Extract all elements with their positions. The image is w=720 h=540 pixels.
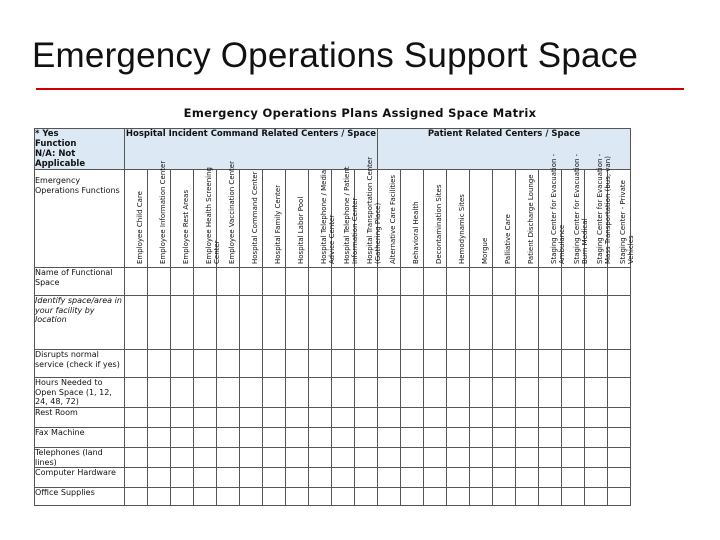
matrix-cell[interactable] — [516, 448, 539, 468]
matrix-cell[interactable] — [378, 268, 401, 296]
matrix-cell[interactable] — [355, 488, 378, 506]
column-header — [608, 170, 635, 268]
matrix-cell[interactable] — [608, 350, 631, 378]
matrix-cell[interactable] — [286, 296, 309, 350]
matrix-cell[interactable] — [286, 488, 309, 506]
matrix-cell[interactable] — [447, 428, 470, 448]
matrix-cell[interactable] — [194, 296, 217, 350]
matrix-cell[interactable] — [493, 488, 516, 506]
column-header-label: Employee Child Care — [136, 191, 144, 264]
matrix-cell[interactable] — [263, 378, 286, 408]
matrix-cell[interactable] — [355, 448, 378, 468]
column-header-label: Staging Center for Evacuation - Burn Medical — [573, 153, 589, 264]
matrix-cell[interactable] — [263, 488, 286, 506]
matrix-cell[interactable] — [171, 428, 194, 448]
table-row — [35, 378, 631, 408]
matrix-cell[interactable] — [148, 428, 171, 448]
matrix-cell[interactable] — [447, 378, 470, 408]
matrix-cell[interactable] — [125, 428, 148, 448]
matrix-cell[interactable] — [447, 488, 470, 506]
matrix-cell[interactable] — [516, 350, 539, 378]
matrix-cell[interactable] — [378, 296, 401, 350]
matrix-cell[interactable] — [378, 378, 401, 408]
matrix-cell[interactable] — [378, 468, 401, 488]
matrix-cell[interactable] — [378, 428, 401, 448]
column-header — [286, 170, 309, 268]
matrix-cell[interactable] — [608, 378, 631, 408]
column-header — [148, 160, 171, 268]
column-header — [516, 170, 539, 268]
matrix-cell[interactable] — [286, 448, 309, 468]
matrix-cell[interactable] — [194, 468, 217, 488]
column-header-label: Behavioral Health — [412, 201, 420, 264]
matrix-cell[interactable] — [539, 448, 562, 468]
matrix-cell[interactable] — [286, 378, 309, 408]
matrix-cell[interactable] — [125, 296, 148, 350]
row-header-label: Emergency Operations Functions — [35, 170, 125, 268]
matrix-cell[interactable] — [240, 408, 263, 428]
matrix-cell[interactable] — [263, 296, 286, 350]
matrix-cell[interactable] — [424, 448, 447, 468]
matrix-cell[interactable] — [263, 428, 286, 448]
matrix-cell[interactable] — [332, 448, 355, 468]
table-row — [35, 268, 631, 296]
matrix-cell[interactable] — [194, 448, 217, 468]
matrix-cell[interactable] — [447, 408, 470, 428]
column-header-label: Hemodynamic Sites — [458, 194, 466, 264]
legend-yes: * Yes — [35, 129, 59, 139]
matrix-cell[interactable] — [493, 296, 516, 350]
matrix-cell[interactable] — [539, 408, 562, 428]
matrix-cell[interactable] — [125, 350, 148, 378]
matrix-cell[interactable] — [608, 296, 631, 350]
matrix-cell[interactable] — [217, 468, 240, 488]
matrix-cell[interactable] — [286, 468, 309, 488]
matrix-cell[interactable] — [148, 378, 171, 408]
matrix-cell[interactable] — [493, 350, 516, 378]
matrix-cell[interactable] — [217, 488, 240, 506]
matrix-cell[interactable] — [401, 468, 424, 488]
matrix-cell[interactable] — [332, 268, 355, 296]
column-header-label: Staging Center for Evacuation - Mass Transportation (bus, van) — [596, 153, 612, 264]
matrix-cell[interactable] — [194, 350, 217, 378]
matrix-cell[interactable] — [125, 378, 148, 408]
matrix-cell[interactable] — [240, 428, 263, 448]
column-header-label: Decontamination Sites — [435, 184, 443, 264]
matrix-cell[interactable] — [332, 428, 355, 448]
matrix-title: Emergency Operations Plans Assigned Space Matrix — [183, 106, 537, 120]
matrix-cell[interactable] — [470, 488, 493, 506]
column-header — [240, 170, 263, 268]
matrix-cell[interactable] — [562, 468, 585, 488]
matrix-cell[interactable] — [171, 268, 194, 296]
column-header-label: Employee Information Center — [159, 160, 167, 264]
table-row — [35, 448, 631, 468]
matrix-cell[interactable] — [424, 296, 447, 350]
matrix-cell[interactable] — [171, 350, 194, 378]
column-header-label: Hospital Telephone / Patient Information Center — [343, 166, 359, 264]
matrix-cell[interactable] — [447, 268, 470, 296]
matrix-cell[interactable] — [240, 296, 263, 350]
row-label: Disrupts normal service (check if yes) — [35, 350, 125, 378]
matrix-cell[interactable] — [263, 350, 286, 378]
matrix-cell[interactable] — [378, 488, 401, 506]
matrix-cell[interactable] — [516, 488, 539, 506]
row-label: Rest Room — [35, 408, 125, 428]
legend-function: Function — [35, 139, 77, 149]
matrix-cell[interactable] — [148, 268, 171, 296]
matrix-cell[interactable] — [263, 268, 286, 296]
matrix-cell[interactable] — [194, 378, 217, 408]
matrix-cell[interactable] — [332, 296, 355, 350]
column-header — [217, 161, 240, 268]
matrix-cell[interactable] — [217, 296, 240, 350]
matrix-cell[interactable] — [539, 468, 562, 488]
column-header-label: Employee Rest Areas — [182, 189, 190, 264]
column-header-label: Alternative Care Facilities — [389, 174, 397, 264]
matrix-cell[interactable] — [332, 468, 355, 488]
table-row — [35, 468, 631, 488]
matrix-cell[interactable] — [401, 378, 424, 408]
matrix-cell[interactable] — [309, 378, 332, 408]
matrix-cell[interactable] — [424, 408, 447, 428]
matrix-cell[interactable] — [125, 448, 148, 468]
table-row — [35, 350, 631, 378]
matrix-cell[interactable] — [424, 350, 447, 378]
column-header — [539, 153, 566, 268]
matrix-cell[interactable] — [516, 408, 539, 428]
matrix-cell[interactable] — [355, 408, 378, 428]
matrix-cell[interactable] — [148, 408, 171, 428]
column-header-label: Hospital Labor Pool — [297, 196, 305, 264]
row-label: Office Supplies — [35, 488, 125, 506]
table-row — [35, 428, 631, 448]
matrix-cell[interactable] — [447, 468, 470, 488]
matrix-cell[interactable] — [516, 378, 539, 408]
matrix-cell[interactable] — [401, 350, 424, 378]
matrix-cell[interactable] — [539, 296, 562, 350]
matrix-cell[interactable] — [217, 448, 240, 468]
matrix-cell[interactable] — [608, 408, 631, 428]
table-row — [35, 488, 631, 506]
matrix-cell[interactable] — [125, 408, 148, 428]
column-header-label: Employee Health Screening Center — [205, 167, 221, 264]
matrix-cell[interactable] — [493, 268, 516, 296]
column-header — [194, 167, 221, 268]
table-row — [35, 408, 631, 428]
matrix-cell[interactable] — [355, 350, 378, 378]
matrix-cell[interactable] — [424, 428, 447, 448]
matrix-cell[interactable] — [194, 488, 217, 506]
matrix-cell[interactable] — [493, 408, 516, 428]
column-header — [424, 170, 447, 268]
column-header-label: Patient Discharge Lounge — [527, 174, 535, 264]
matrix-cell[interactable] — [125, 488, 148, 506]
matrix-cell[interactable] — [355, 378, 378, 408]
matrix-cell[interactable] — [493, 448, 516, 468]
matrix-cell[interactable] — [539, 488, 562, 506]
matrix-cell[interactable] — [240, 268, 263, 296]
column-header — [309, 169, 336, 268]
matrix-cell[interactable] — [424, 468, 447, 488]
column-header — [125, 170, 148, 268]
group-header-patient: Patient Related Centers / Space — [378, 129, 631, 170]
column-header-label: Hospital Telephone / Media Advice Center — [320, 169, 336, 264]
matrix-cell[interactable] — [493, 468, 516, 488]
matrix-cell[interactable] — [585, 428, 608, 448]
row-label: Name of Functional Space — [35, 268, 125, 296]
matrix-cell[interactable] — [332, 350, 355, 378]
matrix-cell[interactable] — [240, 448, 263, 468]
matrix-cell[interactable] — [608, 428, 631, 448]
matrix-cell[interactable] — [148, 468, 171, 488]
matrix-cell[interactable] — [148, 296, 171, 350]
column-header — [263, 170, 286, 268]
row-label: Computer Hardware — [35, 468, 125, 488]
row-label: Identify space/area in your facility by location — [35, 296, 125, 350]
row-label: Fax Machine — [35, 428, 125, 448]
matrix-cell[interactable] — [309, 296, 332, 350]
matrix-cell[interactable] — [240, 488, 263, 506]
matrix-cell[interactable] — [470, 428, 493, 448]
slide-title: Emergency Operations Support Space — [32, 36, 639, 75]
matrix-cell[interactable] — [309, 448, 332, 468]
column-header — [171, 170, 194, 268]
matrix-cell[interactable] — [125, 268, 148, 296]
matrix-cell[interactable] — [148, 448, 171, 468]
column-header — [401, 170, 424, 268]
matrix-cell[interactable] — [240, 350, 263, 378]
matrix-cell[interactable] — [585, 448, 608, 468]
column-header-label: Hospital Family Center — [274, 184, 282, 264]
matrix-cell[interactable] — [401, 428, 424, 448]
matrix-cell[interactable] — [309, 468, 332, 488]
matrix-cell[interactable] — [171, 408, 194, 428]
matrix-cell[interactable] — [263, 448, 286, 468]
matrix-cell[interactable] — [194, 268, 217, 296]
matrix-cell[interactable] — [378, 408, 401, 428]
matrix-cell[interactable] — [493, 428, 516, 448]
matrix-cell[interactable] — [355, 296, 378, 350]
matrix-cell[interactable] — [171, 296, 194, 350]
matrix-cell[interactable] — [240, 468, 263, 488]
matrix-cell[interactable] — [539, 268, 562, 296]
matrix-cell[interactable] — [401, 408, 424, 428]
matrix-cell[interactable] — [516, 468, 539, 488]
matrix-cell[interactable] — [539, 378, 562, 408]
column-header — [585, 153, 612, 268]
matrix-cell[interactable] — [562, 428, 585, 448]
matrix-cell[interactable] — [309, 488, 332, 506]
matrix-cell[interactable] — [562, 488, 585, 506]
matrix-cell[interactable] — [470, 378, 493, 408]
matrix-cell[interactable] — [470, 268, 493, 296]
column-header-label: Hospital Transportation Center (Gathering Place) — [366, 156, 382, 264]
matrix-cell[interactable] — [263, 408, 286, 428]
matrix-cell[interactable] — [608, 468, 631, 488]
matrix-cell[interactable] — [401, 268, 424, 296]
matrix-cell[interactable] — [470, 468, 493, 488]
column-header — [355, 156, 382, 268]
matrix-cell[interactable] — [585, 350, 608, 378]
group-header-hospital: Hospital Incident Command Related Centers / Space — [125, 129, 378, 170]
matrix-cell[interactable] — [608, 488, 631, 506]
matrix-cell[interactable] — [585, 488, 608, 506]
column-header — [493, 170, 516, 268]
matrix-cell[interactable] — [332, 378, 355, 408]
matrix-cell[interactable] — [539, 428, 562, 448]
matrix-cell[interactable] — [286, 428, 309, 448]
matrix-cell[interactable] — [447, 296, 470, 350]
matrix-cell[interactable] — [562, 296, 585, 350]
matrix-cell[interactable] — [217, 350, 240, 378]
matrix-cell[interactable] — [562, 268, 585, 296]
matrix-cell[interactable] — [286, 408, 309, 428]
column-header-label: Morgue — [481, 237, 489, 264]
column-header — [470, 170, 493, 268]
matrix-cell[interactable] — [608, 268, 631, 296]
matrix-cell[interactable] — [309, 350, 332, 378]
column-header-label: Hospital Command Center — [251, 171, 259, 264]
row-label: Telephones (land lines) — [35, 448, 125, 468]
matrix-cell[interactable] — [539, 350, 562, 378]
matrix-cell[interactable] — [585, 296, 608, 350]
matrix-cell[interactable] — [516, 268, 539, 296]
matrix-cell[interactable] — [217, 408, 240, 428]
column-header-label: Staging Center - Private Vehicles — [619, 180, 635, 264]
matrix-cell[interactable] — [332, 488, 355, 506]
column-header-label: Staging Center for Evacuation - Ambulance — [550, 153, 566, 264]
matrix-cell[interactable] — [309, 428, 332, 448]
matrix-cell[interactable] — [148, 350, 171, 378]
matrix-cell[interactable] — [355, 268, 378, 296]
matrix-cell[interactable] — [309, 268, 332, 296]
matrix-cell[interactable] — [401, 488, 424, 506]
legend-na: N/A: Not — [35, 149, 76, 159]
column-header-label: Employee Vaccination Center — [228, 161, 236, 264]
matrix-cell[interactable] — [286, 268, 309, 296]
matrix-cell[interactable] — [194, 408, 217, 428]
matrix-cell[interactable] — [516, 428, 539, 448]
matrix-cell[interactable] — [585, 268, 608, 296]
matrix-cell[interactable] — [447, 350, 470, 378]
matrix-cell[interactable] — [516, 296, 539, 350]
column-header — [447, 170, 470, 268]
matrix-cell[interactable] — [309, 408, 332, 428]
row-label: Hours Needed to Open Space (1, 12, 24, 48, 72) — [35, 378, 125, 408]
column-header — [332, 166, 359, 268]
matrix-cell[interactable] — [148, 488, 171, 506]
matrix-cell[interactable] — [562, 350, 585, 378]
matrix-cell[interactable] — [217, 378, 240, 408]
matrix-cell[interactable] — [424, 268, 447, 296]
column-header — [562, 153, 589, 268]
matrix-cell[interactable] — [493, 378, 516, 408]
column-header-label: Palliative Care — [504, 214, 512, 264]
matrix-cell[interactable] — [585, 378, 608, 408]
matrix-cell[interactable] — [424, 488, 447, 506]
matrix-cell[interactable] — [424, 378, 447, 408]
matrix-cell[interactable] — [470, 448, 493, 468]
matrix-cell[interactable] — [171, 468, 194, 488]
matrix-cell[interactable] — [378, 350, 401, 378]
space-matrix-table — [34, 128, 635, 506]
matrix-cell[interactable] — [470, 350, 493, 378]
matrix-cell[interactable] — [194, 428, 217, 448]
matrix-cell[interactable] — [355, 428, 378, 448]
matrix-cell[interactable] — [217, 428, 240, 448]
matrix-cell[interactable] — [447, 448, 470, 468]
matrix-cell[interactable] — [263, 468, 286, 488]
table-row — [35, 296, 631, 350]
matrix-cell[interactable] — [171, 378, 194, 408]
matrix-cell[interactable] — [217, 268, 240, 296]
column-header — [378, 170, 401, 268]
matrix-cell[interactable] — [401, 448, 424, 468]
matrix-cell[interactable] — [286, 350, 309, 378]
matrix-cell[interactable] — [585, 468, 608, 488]
matrix-cell[interactable] — [171, 488, 194, 506]
matrix-cell[interactable] — [355, 468, 378, 488]
matrix-cell[interactable] — [378, 448, 401, 468]
legend-cell — [35, 129, 125, 170]
matrix-cell[interactable] — [240, 378, 263, 408]
matrix-cell[interactable] — [470, 296, 493, 350]
matrix-cell[interactable] — [125, 468, 148, 488]
matrix-cell[interactable] — [562, 448, 585, 468]
matrix-cell[interactable] — [332, 408, 355, 428]
matrix-cell[interactable] — [562, 408, 585, 428]
matrix-cell[interactable] — [171, 448, 194, 468]
matrix-cell[interactable] — [562, 378, 585, 408]
title-divider — [36, 88, 684, 90]
matrix-cell[interactable] — [470, 408, 493, 428]
legend-applicable: Applicable — [35, 159, 86, 169]
matrix-cell[interactable] — [585, 408, 608, 428]
matrix-cell[interactable] — [608, 448, 631, 468]
matrix-cell[interactable] — [401, 296, 424, 350]
